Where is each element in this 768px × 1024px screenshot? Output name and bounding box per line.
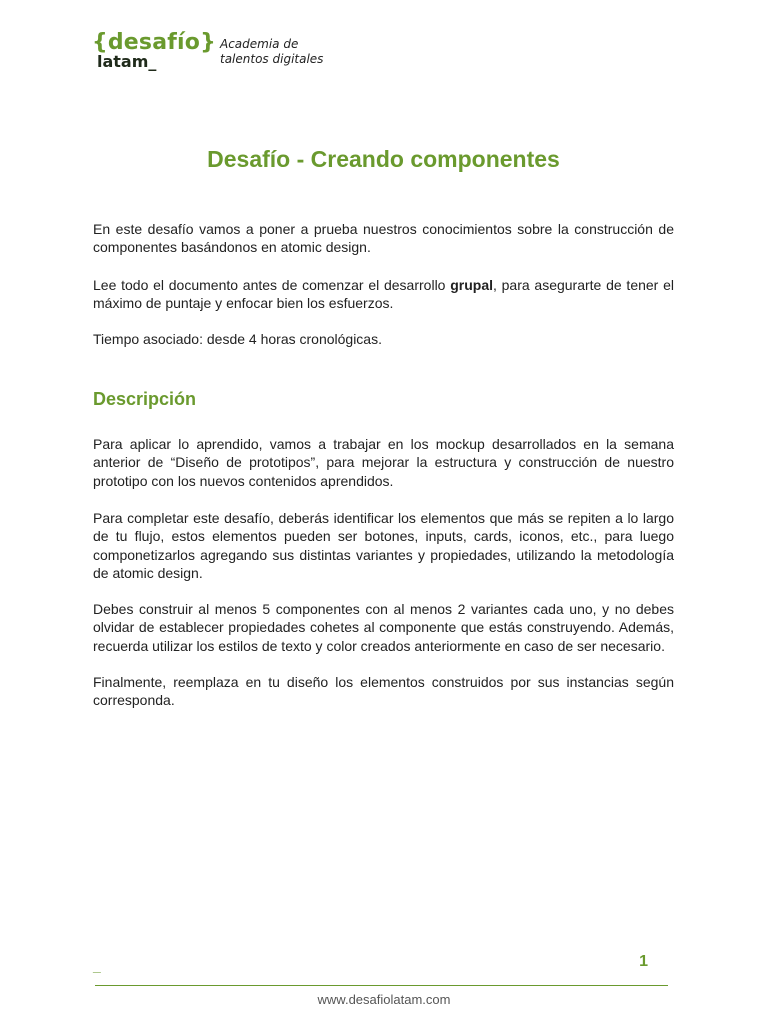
- tagline-line-1: Academia de: [220, 37, 299, 51]
- header-logo: [92, 30, 412, 74]
- page-number: 1: [639, 953, 648, 970]
- intro-paragraph-2: [93, 276, 674, 313]
- footer-url-link[interactable]: www.desafiolatam.com: [317, 992, 451, 1007]
- description-paragraph-3: Debes construir al menos 5 componentes con al menos 2 variantes cada uno, y no debes olvidar de establecer propiedades cohetes al componente que estás construyendo. Además, recuerda utilizar los estilos de texto y color creados anteriormente en caso de ser necesario.: [93, 601, 674, 654]
- logo-brand: {desafío}: [92, 30, 216, 55]
- intro-p2-text-before: Lee todo el documento antes de comenzar el desarrollo: [93, 277, 451, 293]
- description-paragraph-1: Para aplicar lo aprendido, vamos a trabajar en los mockup desarrollados en la semana anterior de “Diseño de prototipos”, para mejorar la estructura y construcción de nuestro prototipo con los nuevos contenidos aprendidos.: [93, 436, 674, 489]
- logo-sub: latam_: [97, 52, 157, 71]
- footer-mark: _: [93, 958, 101, 974]
- section-heading-descripcion: Descripción: [93, 389, 197, 409]
- intro-p2-text-after: , para asegurarte de tener el máximo de puntaje y enfocar bien los esfuerzos.: [93, 277, 674, 312]
- description-paragraph-4: Finalmente, reemplaza en tu diseño los elementos construidos por sus instancias según corresponda.: [93, 674, 674, 709]
- footer-divider: [95, 985, 668, 986]
- description-paragraph-2: Para completar este desafío, deberás identificar los elementos que más se repiten a lo largo de tu flujo, estos elementos pueden ser botones, inputs, cards, iconos, etc., para luego componetizarlos agregando sus distintas variantes y propiedades, utilizando la metodología de atomic design.: [93, 510, 674, 581]
- document-title: Desafío - Creando componentes: [207, 146, 560, 172]
- intro-paragraph-3: Tiempo asociado: desde 4 horas cronológicas.: [93, 331, 382, 347]
- tagline: [220, 37, 323, 67]
- tagline-line-2: talentos digitales: [220, 52, 324, 66]
- intro-p2-bold: grupal: [450, 277, 493, 293]
- intro-paragraph-1: En este desafío vamos a poner a prueba nuestros conocimientos sobre la construcción de componentes basándonos en atomic design.: [93, 221, 674, 256]
